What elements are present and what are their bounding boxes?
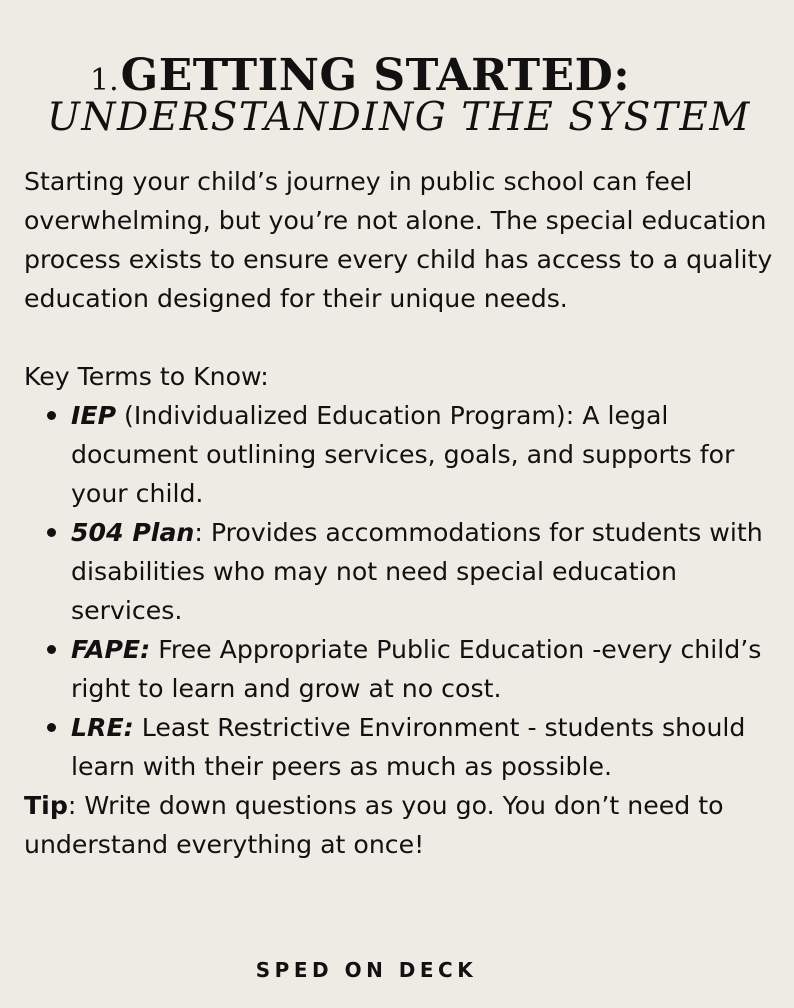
bullet-icon: [47, 645, 56, 654]
term-definition: Free Appropriate Public Education -every child’s right to learn and grow at no cost.: [71, 635, 762, 703]
key-terms-heading: Key Terms to Know:: [24, 362, 269, 391]
tip-text: : Write down questions as you go. You don’t need to understand everything at once!: [24, 791, 724, 859]
list-item-lre: [24, 708, 784, 786]
term-definition: Least Restrictive Environment - students should learn with their peers as much as possible.: [71, 713, 746, 781]
tip-label: Tip: [24, 791, 68, 820]
bullet-icon: [47, 411, 56, 420]
intro-paragraph: Starting your child’s journey in public school can feel overwhelming, but you’re not alone. The special education process exists to ensure every child has access to a quality education designed for their unique needs.: [24, 167, 773, 313]
bullet-icon: [47, 723, 56, 732]
title-main: GETTING STARTED:: [120, 50, 631, 101]
bullet-icon: [47, 528, 56, 537]
list-item-504-plan: [24, 513, 784, 630]
title-number: 1.: [90, 63, 119, 98]
term-label: IEP: [71, 401, 117, 430]
term-label: 504 Plan: [71, 518, 195, 547]
key-terms-list: [24, 396, 784, 786]
term-definition: : Provides accommodations for students with disabilities who may not need special education services.: [71, 518, 763, 625]
title-subheading: UNDERSTANDING THE SYSTEM: [47, 95, 751, 140]
term-label: LRE:: [71, 713, 134, 742]
term-definition: (Individualized Education Program): A legal document outlining services, goals, and supports for your child.: [71, 401, 735, 508]
tip-paragraph: [24, 786, 784, 864]
list-item-fape: [24, 630, 784, 708]
list-item-iep: [24, 396, 784, 513]
content-body: [24, 162, 784, 864]
footer-brand: SPED ON DECK: [255, 958, 478, 982]
term-label: FAPE:: [71, 635, 151, 664]
